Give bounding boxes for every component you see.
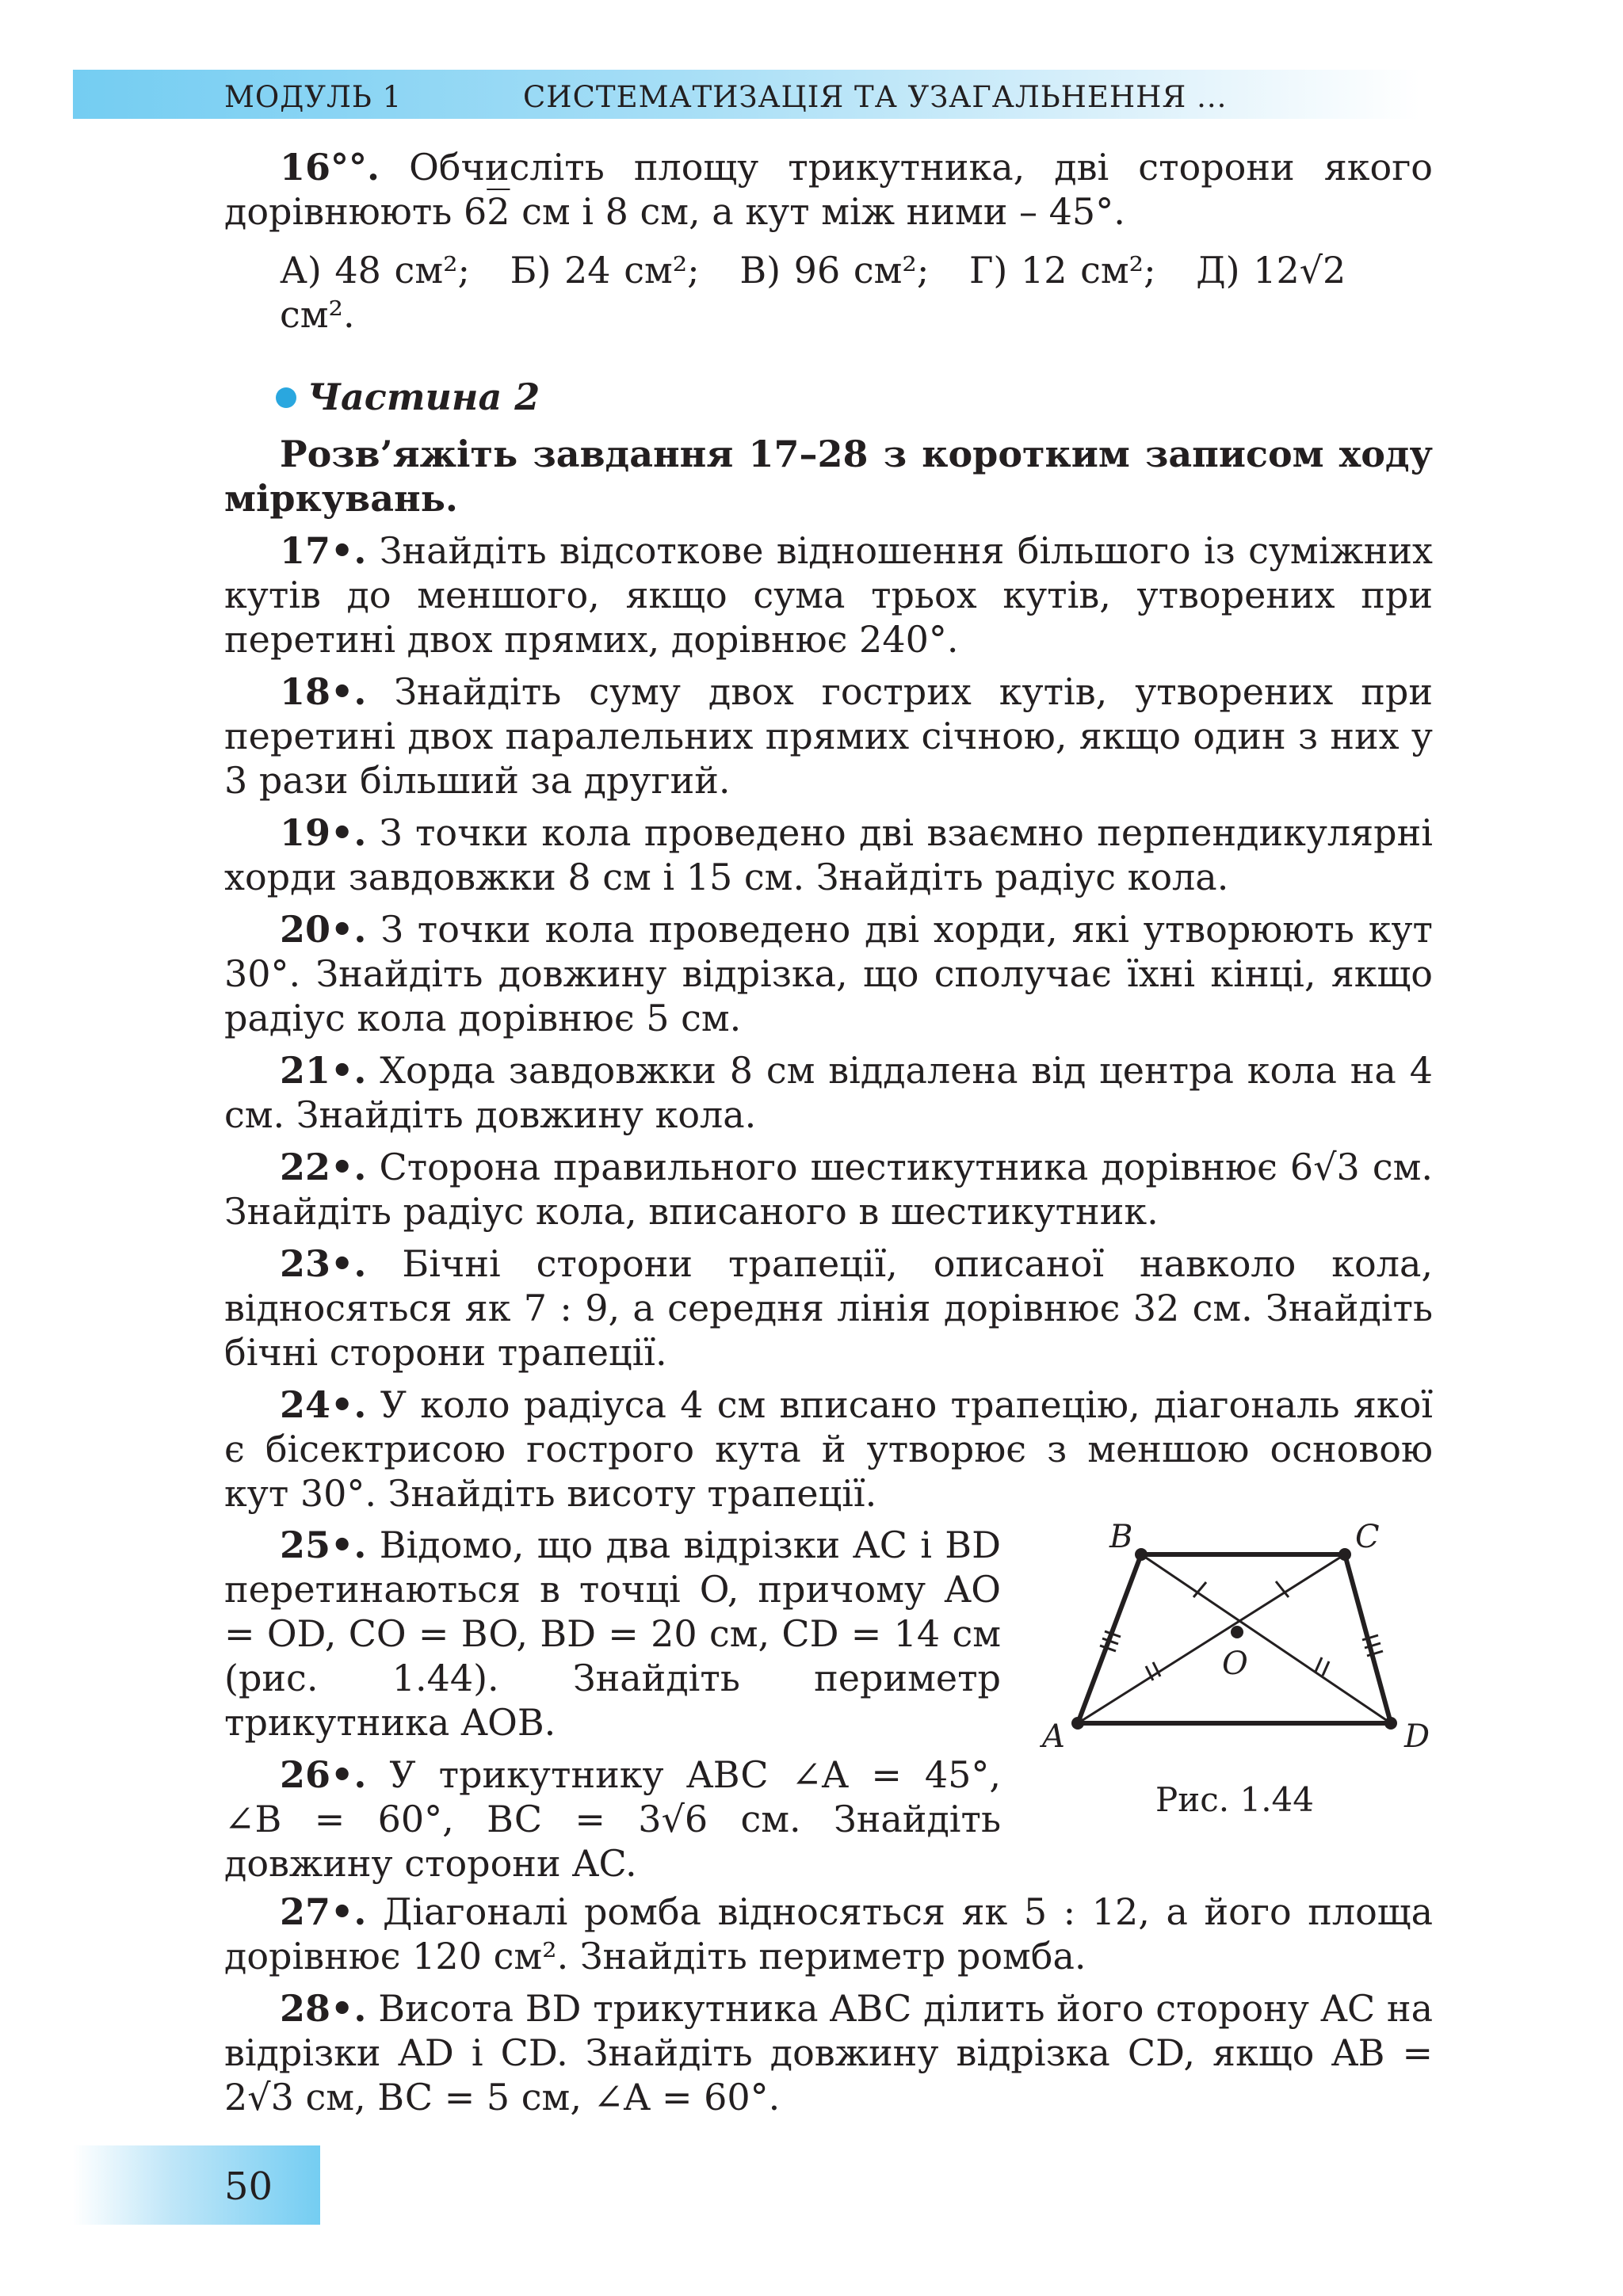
problem-18: 18•. Знайдіть суму двох гострих кутів, утворених при перетині двох паралельних прямих січною, якщо один з них у 3 рази більший за другий. xyxy=(224,670,1433,802)
problem-number: 16°°. xyxy=(280,146,380,189)
answer-options xyxy=(280,248,1433,337)
answer-option: Д) 12√2 см². xyxy=(280,249,1346,336)
point-b xyxy=(1135,1548,1148,1561)
label-o: O xyxy=(1222,1646,1248,1682)
footer-band xyxy=(73,2145,320,2225)
running-head-module: МОДУЛЬ 1 xyxy=(224,80,403,114)
problem-22: 22•. Сторона правильного шестикутника дорівнює 6√3 см. Знайдіть радіус кола, вписаного в шестикутник. xyxy=(224,1146,1433,1233)
label-d: D xyxy=(1404,1718,1430,1755)
problem-23: 23•. Бічні сторони трапеції, описаної навколо кола, відносяться як 7 : 9, а середня лінія дорівнює 32 см. Знайдіть бічні сторони трапеції. xyxy=(224,1242,1433,1374)
label-a: A xyxy=(1042,1718,1065,1755)
answer-option: А) 48 см²; xyxy=(280,249,471,292)
problem-19: 19•. З точки кола проведено дві взаємно перпендикулярні хорди завдовжки 8 см і 15 см. Знайдіть радіус кола. xyxy=(224,811,1433,898)
bullet-icon xyxy=(276,387,296,408)
answer-option: Б) 24 см²; xyxy=(510,249,700,292)
problem-24: 24•. У коло радіуса 4 см вписано трапецію, діагональ якої є бісектрисою гострого кута й утворює з меншою основою кут 30°. Знайдіть висоту трапеції. xyxy=(224,1383,1433,1515)
section-heading: Частина 2 xyxy=(276,376,540,418)
point-o xyxy=(1231,1626,1243,1638)
problem-list-bottom xyxy=(224,1890,1433,2127)
figure-caption: Рис. 1.44 xyxy=(1155,1780,1314,1819)
point-d xyxy=(1384,1717,1397,1730)
instruction: Розв’яжіть завдання 17–28 з коротким записом ходу міркувань. xyxy=(224,433,1433,520)
answer-option: В) 96 см²; xyxy=(739,249,930,292)
problem-list-narrow xyxy=(224,1523,1001,1894)
point-c xyxy=(1338,1548,1351,1561)
problem-17: 17•. Знайдіть відсоткове відношення більшого із суміжних кутів до меншого, якщо сума трьох кутів, утворених при перетині двох прямих, дорівнює 240°. xyxy=(224,529,1433,661)
problem-text: Обчисліть площу трикутника, дві сторони якого дорівнюють 6 xyxy=(224,146,1433,233)
label-c: C xyxy=(1355,1519,1380,1555)
trapezoid-figure xyxy=(1038,1505,1450,1767)
segment-ab xyxy=(1078,1554,1141,1723)
problem-25: 25•. Відомо, що два відрізки AC і BD перетинаються в точці O, причому AO = OD, CO = BO, BD = 20 см, CD = 14 см (рис. 1.44). Знайдіть периметр трикутника AOB. xyxy=(224,1524,1001,1744)
page-number: 50 xyxy=(224,2164,273,2209)
label-b: B xyxy=(1109,1519,1133,1555)
segment-ac xyxy=(1078,1554,1345,1723)
problem-16 xyxy=(224,145,1433,337)
point-a xyxy=(1071,1717,1084,1730)
problem-28: 28•. Висота BD трикутника ABC ділить його сторону AC на відрізки AD і CD. Знайдіть довжину відрізка CD, якщо AB = 2√3 см, BC = 5 см, ∠A = 60°. xyxy=(224,1987,1433,2119)
problem-20: 20•. З точки кола проведено дві хорди, які утворюють кут 30°. Знайдіть довжину відрізка, що сполучає їхні кінці, якщо радіус кола дорівнює 5 см. xyxy=(224,908,1433,1039)
problem-text: см і 8 см, а кут між ними – 45°. xyxy=(510,190,1125,233)
problem-27: 27•. Діагоналі ромба відносяться як 5 : 12, а його площа дорівнює 120 см². Знайдіть периметр ромба. xyxy=(224,1890,1433,1978)
running-head-title: СИСТЕМАТИЗАЦІЯ ТА УЗАГАЛЬНЕННЯ ... xyxy=(523,80,1228,114)
radicand: 2 xyxy=(487,190,510,233)
problem-26: 26•. У трикутнику ABC ∠A = 45°, ∠B = 60°, BC = 3√6 см. Знайдіть довжину сторони AC. xyxy=(224,1753,1001,1885)
problem-21: 21•. Хорда завдовжки 8 см віддалена від центра кола на 4 см. Знайдіть довжину кола. xyxy=(224,1049,1433,1136)
problem-list xyxy=(224,432,1433,1524)
answer-option: Г) 12 см²; xyxy=(968,249,1156,292)
